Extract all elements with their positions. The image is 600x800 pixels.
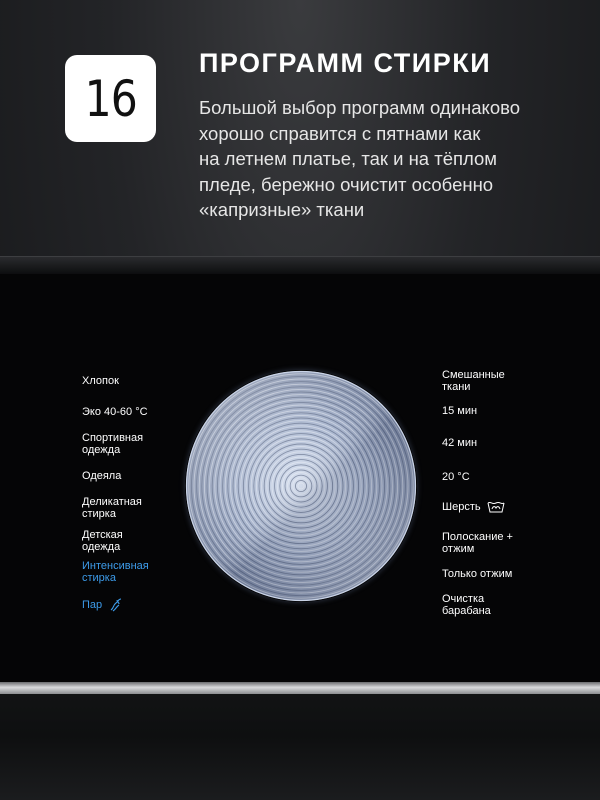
program-15-min[interactable] [442, 405, 477, 417]
description-line: хорошо справится с пятнами как [199, 122, 481, 144]
program-label: Пар [82, 598, 103, 611]
program-label: стирка [82, 572, 116, 584]
program-selector-dial[interactable] [185, 370, 417, 602]
program-intensive[interactable] [82, 560, 149, 584]
panel-chrome-strip [0, 682, 600, 694]
program-label: Детская [82, 529, 123, 541]
wool-icon [487, 500, 505, 514]
program-label: Эко 40-60 °C [82, 406, 148, 418]
program-label: 15 мин [442, 405, 478, 417]
program-label: Одеяла [82, 470, 122, 482]
program-label: Хлопок [82, 375, 119, 387]
program-cotton[interactable] [82, 375, 119, 387]
program-label: одежда [82, 541, 121, 553]
program-label: Очистка [442, 593, 485, 605]
program-blankets[interactable] [82, 470, 121, 482]
machine-body [0, 694, 600, 800]
description-line: «капризные» ткани [199, 199, 365, 220]
program-label: Шерсть [442, 500, 481, 513]
program-label: стирка [82, 508, 116, 520]
program-label: Только отжим [442, 568, 513, 580]
page-title: ПРОГРАММ СТИРКИ [199, 48, 492, 78]
program-label: 20 °C [442, 471, 470, 483]
program-sportswear[interactable] [82, 432, 143, 456]
description [199, 95, 579, 223]
program-label: ткани [442, 381, 471, 393]
program-label: 42 мин [442, 437, 478, 449]
program-steam[interactable] [82, 597, 124, 613]
program-label: одежда [82, 444, 121, 456]
program-spin-only[interactable] [442, 568, 512, 580]
program-label: отжим [442, 543, 475, 555]
program-drum-clean[interactable] [442, 593, 491, 617]
program-label: Полоскание + [442, 531, 513, 543]
program-label: Спортивная [82, 432, 144, 444]
program-42-min[interactable] [442, 437, 477, 449]
description-line: Большой выбор программ одинаково [199, 97, 521, 118]
program-label: барабана [442, 605, 491, 617]
description-line: пледе, бережно очистит особенно [199, 173, 494, 195]
steam-icon [108, 597, 124, 613]
badge-number: 16 [84, 69, 137, 128]
program-label: Смешанные [442, 369, 505, 381]
program-mixed[interactable] [442, 369, 505, 393]
programs-count-badge [65, 55, 156, 142]
program-delicate[interactable] [82, 496, 142, 520]
program-rinse-spin[interactable] [442, 531, 513, 555]
dial-sheen [186, 371, 416, 601]
program-label: Деликатная [82, 496, 142, 508]
program-baby-clothes[interactable] [82, 529, 123, 553]
panel-top-edge [0, 256, 600, 275]
description-line: на летнем платье, так и на тёплом [199, 148, 498, 169]
program-eco[interactable] [82, 406, 148, 418]
program-20c[interactable] [442, 471, 470, 483]
program-label: Интенсивная [82, 560, 149, 572]
program-wool[interactable] [442, 500, 505, 514]
